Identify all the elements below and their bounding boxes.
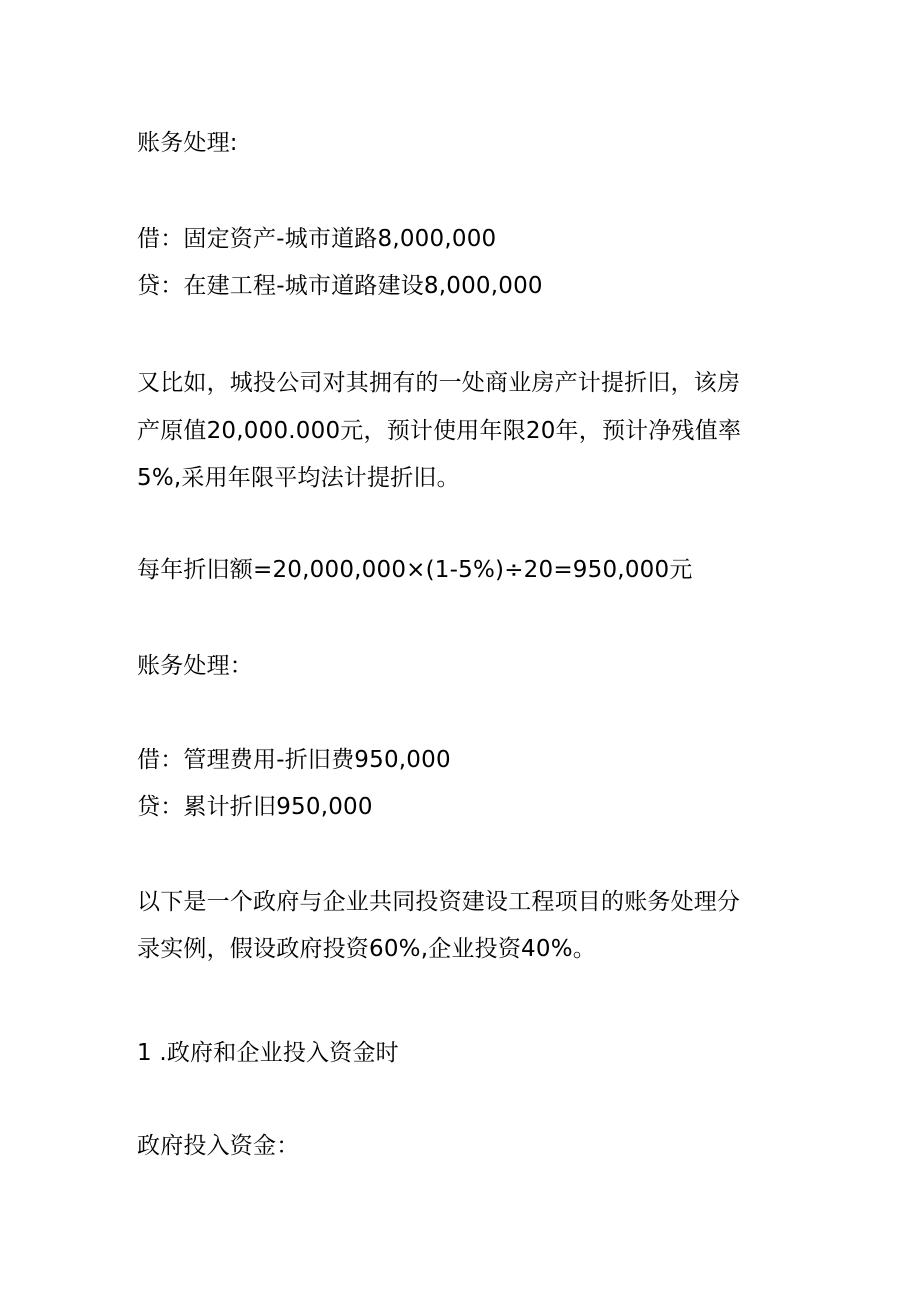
intro-paragraph-line-2: 录实例，假设政府投资60%,企业投资40%。 — [137, 936, 596, 962]
gov-investment-heading: 政府投入资金： — [137, 1133, 300, 1159]
example-paragraph-line-2: 产原值20,000.000元，预计使用年限20年，预计净残值率 — [137, 418, 742, 444]
credit-entry-1: 贷：在建工程-城市道路建设8,000,000 — [137, 273, 543, 299]
intro-paragraph-line-1: 以下是一个政府与企业共同投资建设工程项目的账务处理分 — [137, 889, 741, 915]
section-heading-1: 1 .政府和企业投入资金时 — [137, 1040, 399, 1066]
debit-entry-1: 借：固定资产-城市道路8,000,000 — [137, 226, 497, 252]
accounting-heading-1: 账务处理: — [137, 130, 238, 156]
depreciation-formula: 每年折旧额=20,000,000×(1-5%)÷20=950,000元 — [137, 557, 693, 583]
debit-entry-2: 借：管理费用-折旧费950,000 — [137, 747, 451, 773]
credit-entry-2: 贷：累计折旧950,000 — [137, 794, 373, 820]
accounting-heading-2: 账务处理： — [137, 653, 253, 679]
example-paragraph-line-3: 5%,采用年限平均法计提折旧。 — [137, 465, 460, 491]
example-paragraph-line-1: 又比如，城投公司对其拥有的一处商业房产计提折旧，该房 — [137, 370, 741, 396]
